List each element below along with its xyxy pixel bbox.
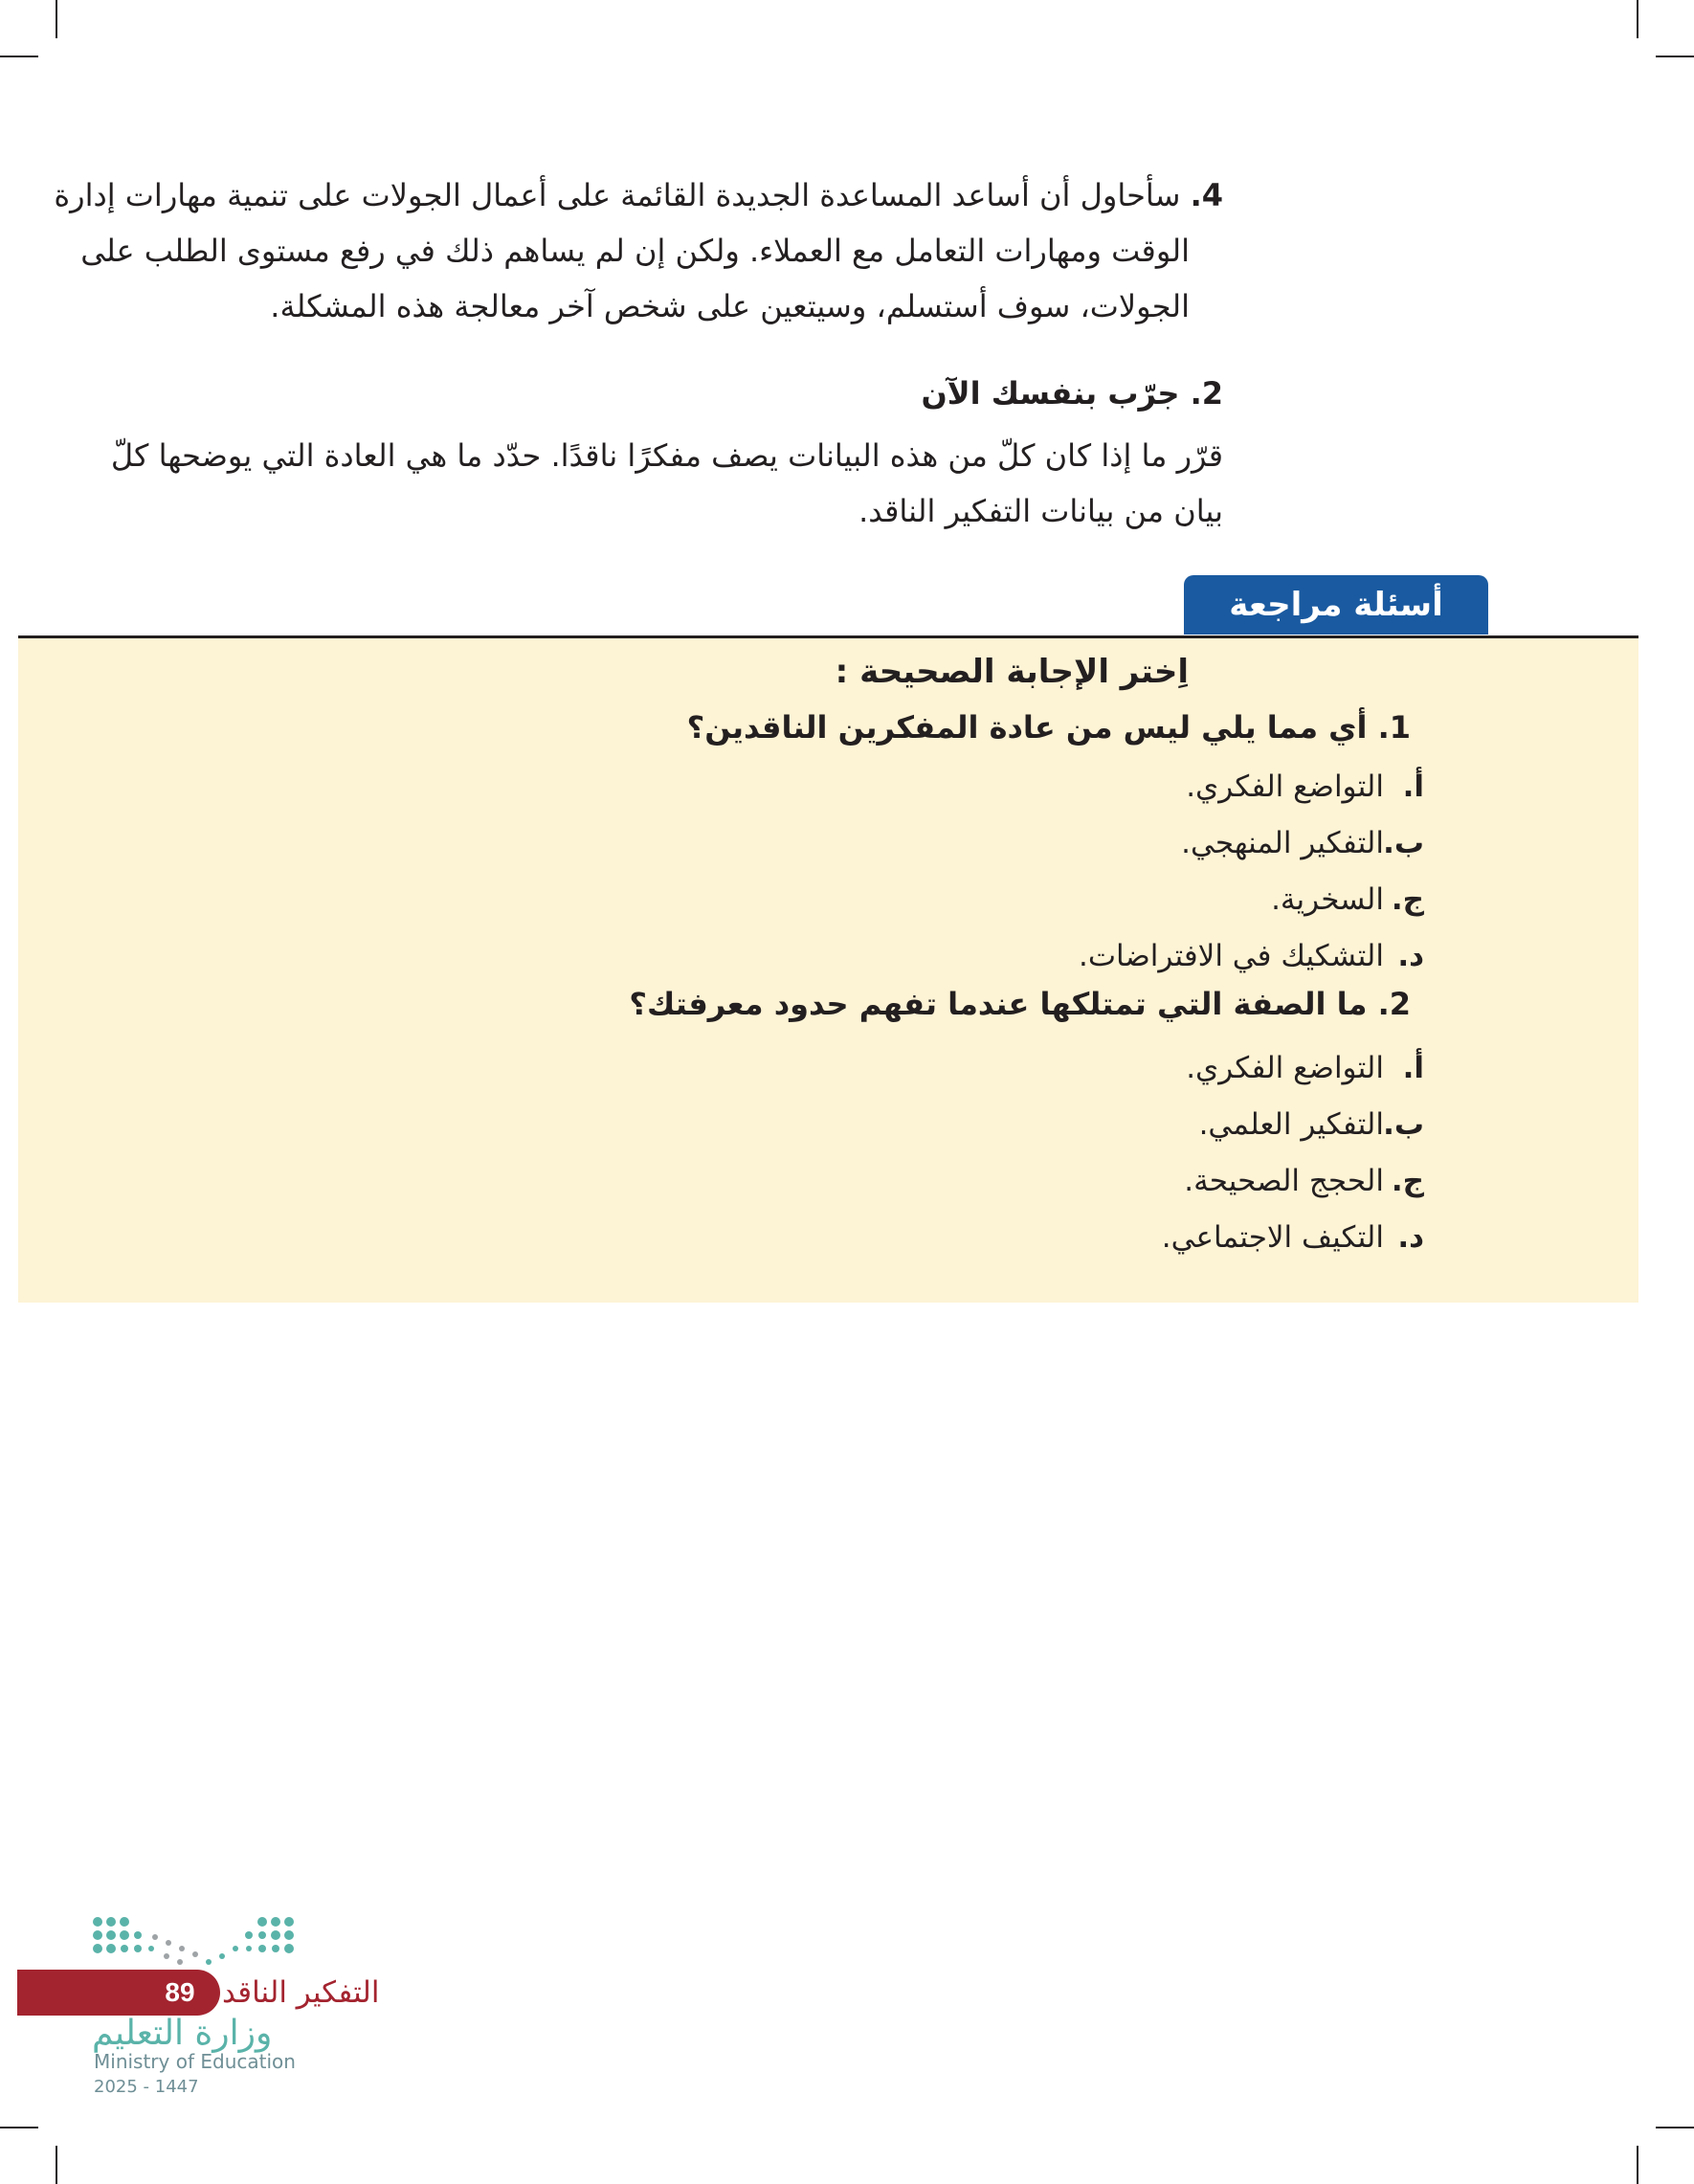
- try-yourself-paragraph: [111, 428, 1223, 539]
- crop-mark: [0, 2127, 38, 2128]
- ministry-logo-dots-icon: [92, 1916, 302, 1973]
- crop-mark: [1656, 2127, 1694, 2128]
- crop-mark: [56, 2146, 57, 2184]
- crop-mark: [1637, 2146, 1638, 2184]
- question-2-option-a[interactable]: أ. التواضع الفكري.: [1186, 1050, 1424, 1085]
- question-1: 1. أي مما يلي ليس من عادة المفكرين الناقدين؟: [686, 709, 1411, 746]
- question-1-option-c[interactable]: ج. السخرية.: [1271, 881, 1424, 917]
- question-2-options: [1162, 1039, 1424, 1265]
- question-2: 2. ما الصفة التي تمتلكها عندما تفهم حدود معرفتك؟: [629, 986, 1411, 1022]
- try-yourself-line-1: قرّر ما إذا كان كلّ من هذه البيانات يصف مفكرًا ناقدًا. حدّد ما هي العادة التي يوضحها كلّ: [110, 437, 1223, 474]
- question-1-options: [1079, 758, 1424, 984]
- review-questions-tab: أسئلة مراجعة: [1184, 575, 1488, 635]
- review-instruction: اِختر الإجابة الصحيحة :: [835, 653, 1189, 691]
- question-2-option-c[interactable]: ج. الحجج الصحيحة.: [1184, 1163, 1424, 1198]
- crop-mark: [56, 0, 57, 38]
- question-1-option-d[interactable]: د. التشكيك في الافتراضات.: [1078, 938, 1424, 973]
- question-2-option-b[interactable]: ب. التفكير العلمي.: [1198, 1106, 1424, 1142]
- book-title: التفكير الناقد: [222, 1975, 380, 2010]
- point-4-paragraph: [54, 167, 1223, 223]
- crop-mark: [1637, 0, 1638, 38]
- edition-year: 2025 - 1447: [94, 2077, 199, 2097]
- try-yourself-line-2: بيان من بيانات التفكير الناقد.: [858, 493, 1223, 529]
- point-4-line-1: 4. سأحاول أن أساعد المساعدة الجديدة القائمة على أعمال الجولات على تنمية مهارات إدارة: [54, 177, 1223, 213]
- question-1-option-a[interactable]: أ. التواضع الفكري.: [1186, 769, 1424, 804]
- page-number: 89: [165, 1977, 195, 2007]
- point-4-line-2: الوقت ومهارات التعامل مع العملاء. ولكن إن لم يساهم ذلك في رفع مستوى الطلب على: [80, 233, 1190, 269]
- ministry-name-arabic: وزارة التعليم: [92, 2014, 273, 2053]
- point-4-continuation: [80, 223, 1190, 334]
- point-4-line-3: الجولات، سوف أستسلم، وسيتعين على شخص آخر معالجة هذه المشكلة.: [270, 288, 1190, 324]
- ministry-name-english: Ministry of Education: [94, 2050, 296, 2073]
- question-2-option-d[interactable]: د. التكيف الاجتماعي.: [1161, 1219, 1424, 1255]
- try-yourself-heading: 2. جرّب بنفسك الآن: [921, 375, 1223, 412]
- point-4-number: 4.: [1190, 177, 1223, 213]
- crop-mark: [0, 56, 38, 57]
- question-1-option-b[interactable]: ب. التفكير المنهجي.: [1181, 825, 1424, 860]
- crop-mark: [1656, 56, 1694, 57]
